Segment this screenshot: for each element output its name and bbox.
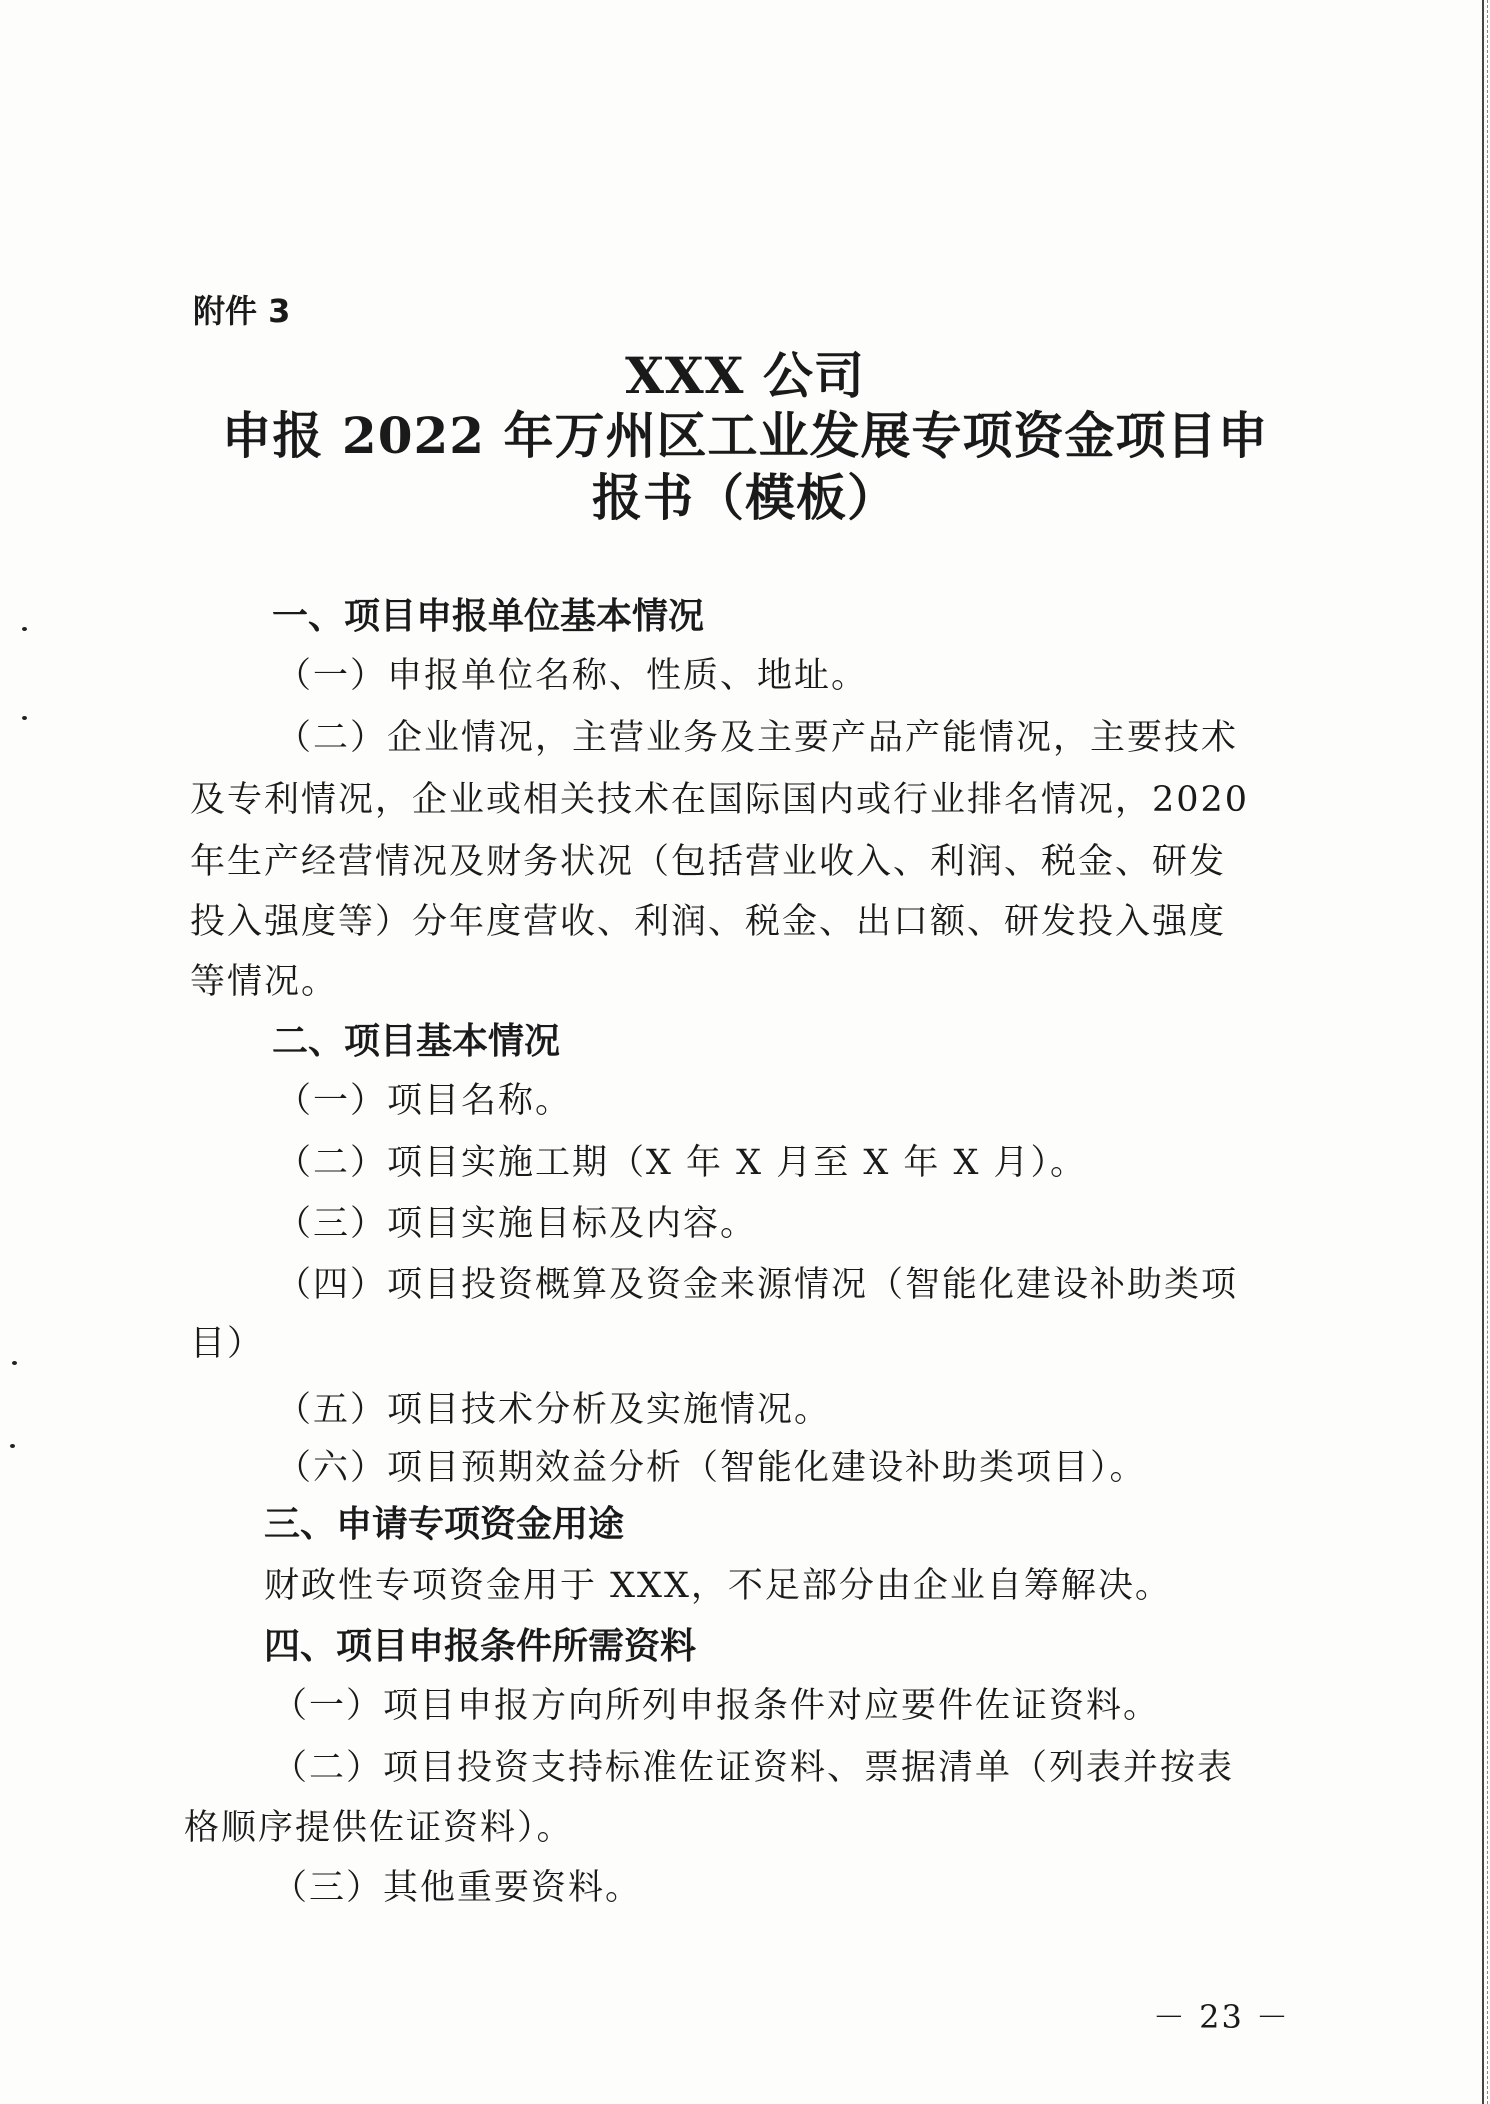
paragraph-line: 财政性专项资金用于 XXX，不足部分由企业自筹解决。	[264, 1566, 1172, 1606]
title-line-3: 报书（模板）	[592, 468, 898, 527]
paragraph-line: （六）项目预期效益分析（智能化建设补助类项目）。	[276, 1448, 1147, 1488]
paragraph-line: 及专利情况，企业或相关技术在国际国内或行业排名情况，2020	[190, 780, 1250, 820]
title-line-1: XXX 公司	[625, 346, 865, 405]
paragraph-line: 目）	[190, 1324, 265, 1364]
scan-speck	[12, 1361, 17, 1365]
paragraph-line: 年生产经营情况及财务状况（包括营业收入、利润、税金、研发	[190, 842, 1227, 882]
scan-speck	[22, 627, 27, 631]
page-number: － 23 －	[1152, 1998, 1290, 2036]
section-heading-4: 四、项目申报条件所需资料	[264, 1626, 697, 1667]
scan-speck	[10, 1444, 15, 1448]
paragraph-line: 格顺序提供佐证资料）。	[184, 1808, 574, 1848]
attachment-label: 附件 3	[193, 292, 291, 330]
section-heading-1: 一、项目申报单位基本情况	[272, 596, 705, 637]
paragraph-line: （二）项目投资支持标准佐证资料、票据清单（列表并按表	[272, 1748, 1235, 1788]
paragraph-line: 等情况。	[190, 962, 339, 1002]
paragraph-line: （五）项目技术分析及实施情况。	[276, 1390, 832, 1430]
paragraph-line: （三）其他重要资料。	[272, 1868, 643, 1908]
scan-speck	[22, 716, 27, 720]
title-line-2: 申报 2022 年万州区工业发展专项资金项目申	[221, 406, 1269, 465]
paragraph-line: （一）项目申报方向所列申报条件对应要件佐证资料。	[272, 1686, 1161, 1726]
scan-edge-line	[1482, 0, 1484, 2104]
paragraph-line: （一）申报单位名称、性质、地址。	[276, 656, 869, 696]
paragraph-line: 投入强度等）分年度营收、利润、税金、出口额、研发投入强度	[190, 902, 1227, 942]
paragraph-line: （一）项目名称。	[276, 1081, 573, 1121]
paragraph-line: （三）项目实施目标及内容。	[276, 1204, 758, 1244]
scan-edge-dashed	[1487, 0, 1488, 2104]
section-heading-3: 三、申请专项资金用途	[264, 1504, 625, 1545]
paragraph-line: （四）项目投资概算及资金来源情况（智能化建设补助类项	[276, 1265, 1239, 1305]
paragraph-line: （二）项目实施工期（X 年 X 月至 X 年 X 月）。	[276, 1143, 1088, 1183]
section-heading-2: 二、项目基本情况	[272, 1021, 561, 1062]
paragraph-line: （二）企业情况，主营业务及主要产品产能情况，主要技术	[276, 718, 1239, 758]
